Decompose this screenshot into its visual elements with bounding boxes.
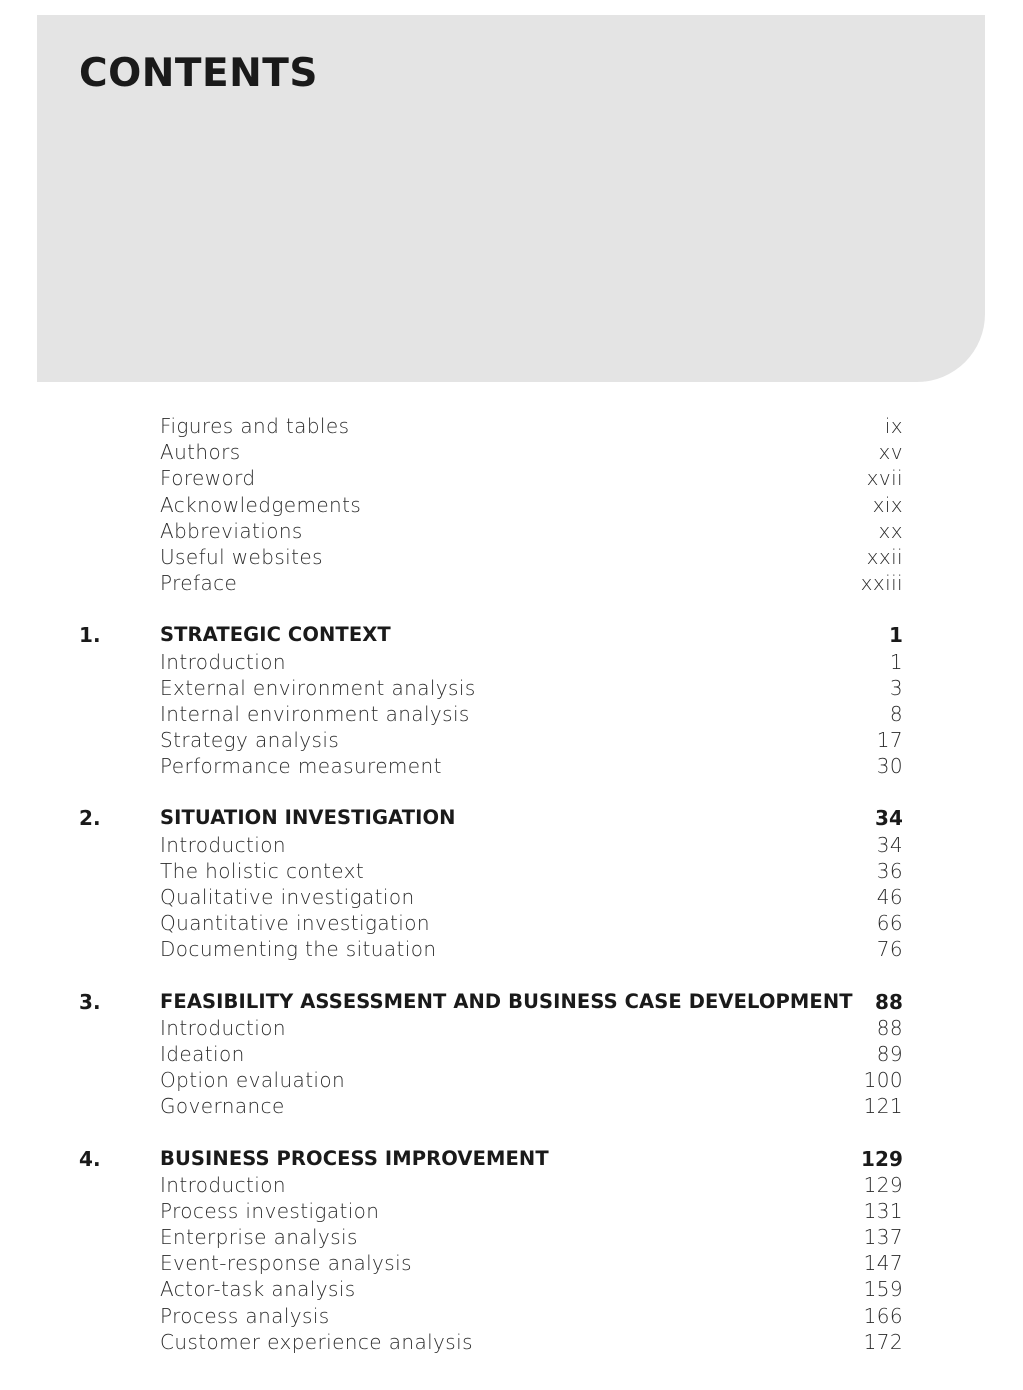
toc-entry[interactable] — [0, 727, 1023, 753]
page-title: CONTENTS — [79, 51, 318, 96]
toc-entry-preface[interactable] — [0, 570, 1023, 596]
toc-entry-page: 147 — [863, 1251, 903, 1276]
chapter-title: FEASIBILITY ASSESSMENT AND BUSINESS CASE DEVELOPMENT — [160, 989, 853, 1013]
spacer — [0, 1120, 1023, 1146]
toc-entry-page: 159 — [863, 1277, 903, 1302]
toc-entry-label: Process analysis — [160, 1303, 330, 1328]
toc-entry-label: Introduction — [160, 832, 286, 857]
toc-entry-page: xv — [878, 440, 903, 465]
spacer — [0, 596, 1023, 622]
toc-entry[interactable] — [0, 1198, 1023, 1224]
toc-entry-page: 30 — [876, 754, 903, 779]
toc-entry-page: 1 — [889, 649, 903, 674]
toc-entry-label: Actor-task analysis — [160, 1277, 356, 1302]
toc-entry-foreword[interactable] — [0, 465, 1023, 491]
toc-entry-page: 89 — [876, 1041, 903, 1066]
toc-entry-label: Documenting the situation — [160, 937, 437, 962]
toc-entry-page: 3 — [889, 675, 903, 700]
chapter-1 — [0, 622, 1023, 779]
toc-entry-page: xvii — [866, 466, 903, 491]
toc-entry-label: The holistic context — [160, 858, 365, 883]
toc-entry-label: Option evaluation — [160, 1068, 346, 1093]
toc-entry-label: Preface — [160, 571, 238, 596]
chapter-page: 1 — [888, 623, 903, 648]
toc-entry-label: Introduction — [160, 1015, 286, 1040]
toc-entry-abbreviations[interactable] — [0, 518, 1023, 544]
toc-entry[interactable] — [0, 1172, 1023, 1198]
toc-entry-label: Enterprise analysis — [160, 1225, 358, 1250]
toc-entry-page: 76 — [876, 937, 903, 962]
chapter-heading[interactable] — [0, 1146, 1023, 1172]
chapter-number: 4. — [79, 1146, 101, 1171]
toc-entry[interactable] — [0, 1093, 1023, 1119]
spacer — [0, 779, 1023, 805]
toc-entry-page: 88 — [876, 1015, 903, 1040]
toc-entry-page: 172 — [863, 1329, 903, 1354]
front-matter-list — [0, 413, 1023, 596]
chapter-4 — [0, 1146, 1023, 1356]
toc-entry-label: Event-response analysis — [160, 1251, 412, 1276]
toc-entry-label: Useful websites — [160, 544, 323, 569]
chapter-title: SITUATION INVESTIGATION — [160, 806, 456, 830]
toc-entry[interactable] — [0, 884, 1023, 910]
spacer — [0, 963, 1023, 989]
toc-entry-page: xxii — [866, 544, 903, 569]
toc-entry-page: 46 — [876, 885, 903, 909]
toc-entry[interactable] — [0, 1276, 1023, 1302]
toc-entry[interactable] — [0, 1224, 1023, 1250]
toc-entry[interactable] — [0, 1041, 1023, 1067]
toc-entry-label: Strategy analysis — [160, 728, 340, 753]
toc-entry-page: 66 — [876, 911, 903, 936]
toc-entry-label: Customer experience analysis — [160, 1329, 473, 1354]
toc-entry[interactable] — [0, 1015, 1023, 1041]
toc-entry-label: Internal environment analysis — [160, 701, 470, 726]
toc-entry-useful-websites[interactable] — [0, 544, 1023, 570]
toc-entry-label: Governance — [160, 1094, 285, 1119]
toc-entry-label: Process investigation — [160, 1198, 380, 1223]
chapter-title: STRATEGIC CONTEXT — [160, 623, 391, 647]
chapter-heading[interactable] — [0, 989, 1023, 1015]
toc-entry-page: xix — [872, 492, 903, 517]
toc-entry[interactable] — [0, 936, 1023, 962]
toc-entry-label: Ideation — [160, 1041, 245, 1066]
toc-entry[interactable] — [0, 910, 1023, 936]
chapter-title: BUSINESS PROCESS IMPROVEMENT — [160, 1146, 549, 1170]
toc-entry-page: xxiii — [860, 571, 903, 596]
toc-entry-label: External environment analysis — [160, 675, 476, 700]
toc-entry-label: Abbreviations — [160, 518, 303, 543]
chapter-heading[interactable] — [0, 805, 1023, 831]
toc-entry-label: Qualitative investigation — [160, 885, 415, 909]
toc-entry-page: 36 — [876, 858, 903, 883]
chapter-page: 88 — [874, 989, 903, 1014]
toc-entry-label: Introduction — [160, 1172, 286, 1197]
chapter-2 — [0, 805, 1023, 962]
toc-entry-page: 131 — [863, 1198, 903, 1223]
chapter-page: 129 — [860, 1146, 903, 1171]
toc-entry-authors[interactable] — [0, 439, 1023, 465]
toc-entry-label: Authors — [160, 440, 241, 465]
toc-entry[interactable] — [0, 1067, 1023, 1093]
toc-entry[interactable] — [0, 649, 1023, 675]
toc-entry-page: 100 — [863, 1068, 903, 1093]
chapter-page: 34 — [874, 806, 903, 831]
toc-entry-label: Foreword — [160, 466, 256, 491]
toc-entry[interactable] — [0, 675, 1023, 701]
toc-entry-label: Quantitative investigation — [160, 911, 430, 936]
toc-entry-page: 8 — [889, 701, 903, 726]
toc-entry-acknowledgements[interactable] — [0, 492, 1023, 518]
toc-entry-page: 129 — [863, 1172, 903, 1197]
chapter-number: 3. — [79, 989, 101, 1014]
toc-entry-page: 34 — [876, 832, 903, 857]
toc-entry-figures-and-tables[interactable] — [0, 413, 1023, 439]
toc-entry-page: 17 — [876, 728, 903, 753]
table-of-contents — [0, 413, 1023, 1355]
toc-entry[interactable] — [0, 753, 1023, 779]
toc-entry[interactable] — [0, 832, 1023, 858]
chapter-heading[interactable] — [0, 622, 1023, 648]
toc-entry[interactable] — [0, 1329, 1023, 1355]
toc-entry[interactable] — [0, 701, 1023, 727]
chapter-number: 2. — [79, 806, 101, 831]
toc-entry-label: Acknowledgements — [160, 492, 362, 517]
toc-entry-label: Introduction — [160, 649, 286, 674]
toc-entry-page: ix — [884, 414, 903, 438]
toc-entry-label: Figures and tables — [160, 414, 350, 438]
chapter-3 — [0, 989, 1023, 1120]
toc-entry-page: 137 — [863, 1225, 903, 1250]
toc-entry[interactable] — [0, 1250, 1023, 1276]
toc-entry-page: 166 — [863, 1303, 903, 1328]
toc-entry-page: xx — [878, 518, 903, 543]
toc-entry[interactable] — [0, 1303, 1023, 1329]
toc-entry[interactable] — [0, 858, 1023, 884]
toc-entry-label: Performance measurement — [160, 754, 442, 779]
chapter-number: 1. — [79, 623, 101, 648]
toc-entry-page: 121 — [863, 1094, 903, 1119]
